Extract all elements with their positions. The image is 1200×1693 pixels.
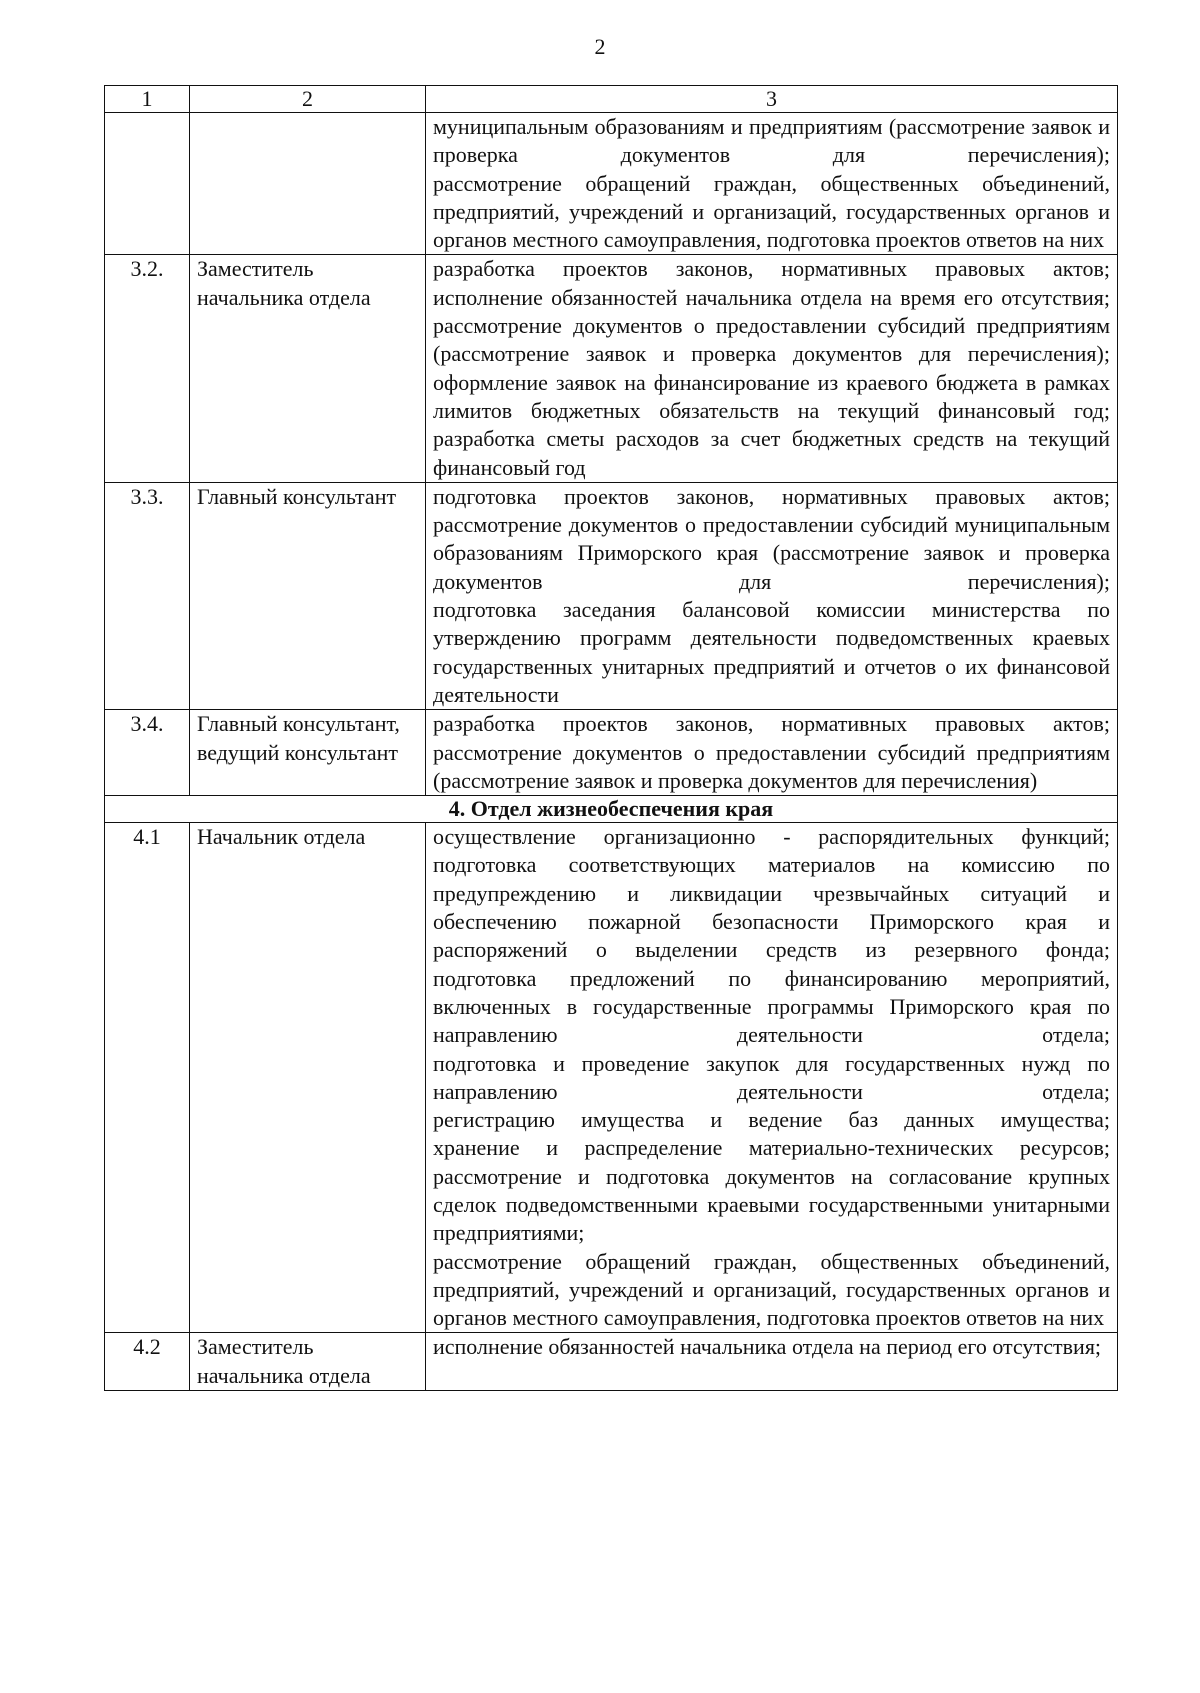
- table-row: [105, 482, 1118, 709]
- section-title: 4. Отдел жизнеобеспечения края: [105, 796, 1118, 823]
- column-header-1: 1: [105, 86, 190, 113]
- row-number-cell: [105, 113, 190, 255]
- duties-cell: [426, 255, 1118, 482]
- table-row: [105, 710, 1118, 796]
- duty-item: подготовка проектов законов, нормативных правовых актов;: [433, 483, 1110, 509]
- duties-cell: [426, 710, 1118, 796]
- row-number-cell: 4.1: [105, 823, 190, 1333]
- duty-item: осуществление организационно - распорядительных функций;: [433, 824, 1110, 850]
- responsibilities-table: [104, 85, 1118, 1391]
- duty-item: разработка проектов законов, нормативных правовых актов;: [433, 256, 1110, 282]
- duty-item: оформление заявок на финансирование из краевого бюджета в рамках лимитов бюджетных обязательств на текущий финансовый год;: [433, 369, 1110, 423]
- duty-item: хранение и распределение материально-технических ресурсов;: [433, 1135, 1110, 1161]
- position-cell: Начальник отдела: [190, 823, 426, 1333]
- duty-item: исполнение обязанностей начальника отдела на период его отсутствия;: [433, 1334, 1102, 1360]
- row-number-cell: 3.4.: [105, 710, 190, 796]
- duty-item: подготовка предложений по финансированию мероприятий, включенных в государственные программы Приморского края по направлению деятельности отдела;: [433, 965, 1110, 1048]
- duty-item: муниципальным образованиям и предприятиям (рассмотрение заявок и проверка документов для перечисления);: [433, 114, 1110, 168]
- duty-item: рассмотрение обращений граждан, общественных объединений, предприятий, учреждений и организаций, государственных органов и органов местного самоуправления, подготовка проектов ответов на них: [433, 1248, 1110, 1331]
- duties-cell: [426, 482, 1118, 709]
- table-row: [105, 823, 1118, 1333]
- header-row: [105, 86, 1118, 113]
- position-cell: Главный консультант, ведущий консультант: [190, 710, 426, 796]
- duty-item: рассмотрение обращений граждан, общественных объединений, предприятий, учреждений и организаций, государственных органов и органов местного самоуправления, подготовка проектов ответов на них: [433, 170, 1110, 253]
- column-header-3: 3: [426, 86, 1118, 113]
- duty-item: рассмотрение документов о предоставлении субсидий предприятиям (рассмотрение заявок и проверка документов для перечисления): [433, 739, 1110, 793]
- row-number-cell: 3.2.: [105, 255, 190, 482]
- table-row-continuation: [105, 113, 1118, 255]
- duty-item: исполнение обязанностей начальника отдела на время его отсутствия;: [433, 284, 1110, 310]
- column-header-2: 2: [190, 86, 426, 113]
- duties-cell: [426, 823, 1118, 1333]
- table-row: [105, 1333, 1118, 1391]
- position-cell: [190, 113, 426, 255]
- page-number: 2: [594, 34, 606, 59]
- duty-item: рассмотрение документов о предоставлении субсидий предприятиям (рассмотрение заявок и проверка документов для перечисления);: [433, 313, 1110, 367]
- duty-item: подготовка и проведение закупок для государственных нужд по направлению деятельности отдела;: [433, 1050, 1110, 1104]
- duty-item: рассмотрение и подготовка документов на согласование крупных сделок подведомственными краевыми государственными унитарными предприятиями;: [433, 1163, 1110, 1246]
- duty-item: подготовка заседания балансовой комиссии министерства по утверждению программ деятельности подведомственных краевых государственных унитарных предприятий и отчетов о их финансовой деятельности: [433, 597, 1110, 707]
- duties-cell: [426, 113, 1118, 255]
- table-row: [105, 255, 1118, 482]
- duties-cell: [426, 1333, 1118, 1391]
- duty-item: регистрацию имущества и ведение баз данных имущества;: [433, 1107, 1110, 1133]
- duty-item: разработка проектов законов, нормативных правовых актов;: [433, 711, 1110, 737]
- row-number-cell: 3.3.: [105, 482, 190, 709]
- section-row: [105, 796, 1118, 823]
- duty-item: подготовка соответствующих материалов на комиссию по предупреждению и ликвидации чрезвычайных ситуаций и обеспечению пожарной безопасности Приморского края и распоряжений о выделении средств из резервного фонда;: [433, 852, 1110, 963]
- position-cell: Заместитель начальника отдела: [190, 1333, 426, 1391]
- duty-item: рассмотрение документов о предоставлении субсидий муниципальным образованиям Приморского края (рассмотрение заявок и проверка документов для перечисления);: [433, 512, 1110, 594]
- row-number-cell: 4.2: [105, 1333, 190, 1391]
- position-cell: Заместитель начальника отдела: [190, 255, 426, 482]
- position-cell: Главный консультант: [190, 482, 426, 709]
- duty-item: разработка сметы расходов за счет бюджетных средств на текущий финансовый год: [433, 426, 1110, 480]
